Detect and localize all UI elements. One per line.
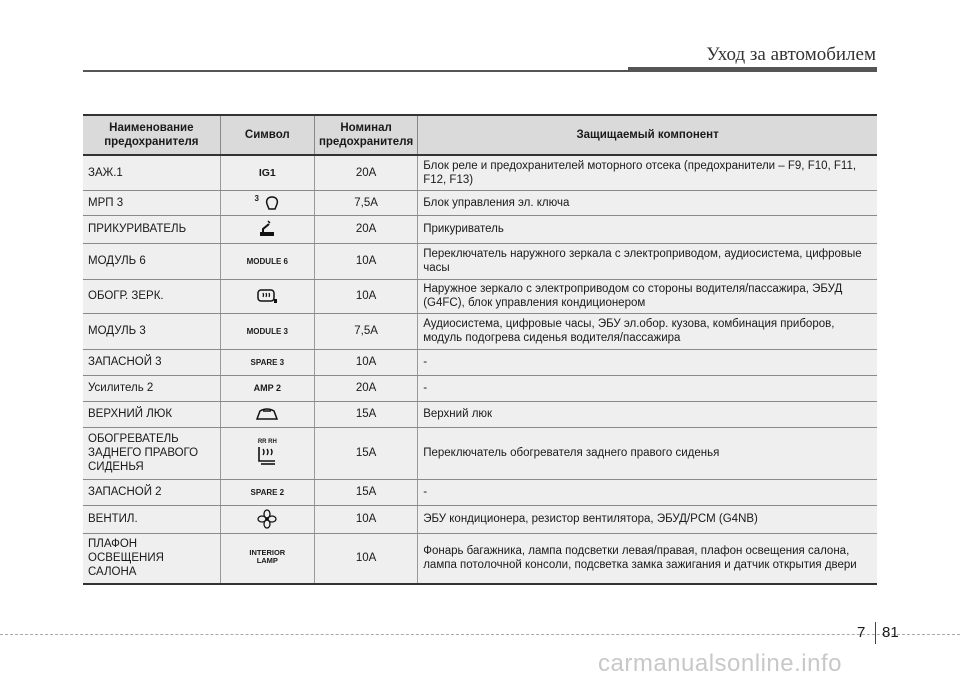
fuse-component: Прикуриватель: [418, 215, 877, 243]
fuse-component: Фонарь багажника, лампа подсветки левая/правая, плафон освещения салона, лампа потолочной консоли, подсветка замка зажигания и датчик открытия двери: [418, 533, 877, 584]
table-row: [83, 533, 877, 584]
table-row: [83, 215, 877, 243]
watermark: carmanualsonline.info: [598, 650, 842, 677]
fuse-rating: 10А: [314, 243, 417, 279]
fuse-rating: 10А: [314, 505, 417, 533]
col-header-name: Наименование предохранителя: [83, 115, 220, 155]
fuse-rating: 10А: [314, 349, 417, 375]
fuse-rating: 15А: [314, 427, 417, 479]
fuse-symbol: [220, 190, 314, 215]
fuse-name: ЗАЖ.1: [83, 155, 220, 190]
fan-icon: [257, 509, 277, 529]
table-row: [83, 243, 877, 279]
fuse-symbol: [220, 427, 314, 479]
cigar-lighter-icon: [257, 219, 277, 239]
table-row: [83, 375, 877, 401]
fuse-symbol: [220, 279, 314, 313]
fuse-rating: 20А: [314, 215, 417, 243]
table-row: [83, 505, 877, 533]
fuse-component: Блок управления эл. ключа: [418, 190, 877, 215]
page-number-divider: [875, 622, 876, 644]
symbol-label: MODULE 6: [246, 257, 288, 266]
fuse-symbol: [220, 313, 314, 349]
table-row: [83, 479, 877, 505]
fuse-rating: 7,5А: [314, 190, 417, 215]
fuse-name: МОДУЛЬ 6: [83, 243, 220, 279]
fuse-rating: 15А: [314, 479, 417, 505]
fuse-component: -: [418, 375, 877, 401]
col-header-component: Защищаемый компонент: [418, 115, 877, 155]
col-header-rating: Номинал предохранителя: [314, 115, 417, 155]
symbol-label: IG1: [258, 166, 276, 179]
table-row: [83, 313, 877, 349]
table-row: [83, 279, 877, 313]
fuse-rating: 7,5А: [314, 313, 417, 349]
fuse-component: Наружное зеркало с электроприводом со стороны водителя/пассажира, ЭБУД (G4FC), блок управления кондиционером: [418, 279, 877, 313]
table-row: [83, 427, 877, 479]
fuse-name: ЗАПАСНОЙ 3: [83, 349, 220, 375]
symbol-label: SPARE 2: [250, 488, 285, 497]
table-header-row: [83, 115, 877, 155]
footer-dashed-line: [0, 634, 960, 635]
fuse-name: ВЕРХНИЙ ЛЮК: [83, 401, 220, 427]
fuse-component: Переключатель обогревателя заднего правого сиденья: [418, 427, 877, 479]
fuse-symbol: [220, 401, 314, 427]
fuse-rating: 10А: [314, 533, 417, 584]
fuse-name: ПЛАФОН ОСВЕЩЕНИЯ САЛОНА: [83, 533, 220, 584]
table-row: [83, 349, 877, 375]
fuse-symbol: [220, 215, 314, 243]
fuse-symbol: [220, 505, 314, 533]
seat-heater-icon: [255, 445, 279, 467]
page-number: 81: [882, 624, 899, 641]
fuse-rating: 20А: [314, 375, 417, 401]
header-rule: [83, 70, 877, 72]
sunroof-icon: [254, 406, 280, 422]
fuse-name: ОБОГР. ЗЕРК.: [83, 279, 220, 313]
fuse-symbol: [220, 533, 314, 584]
heated-mirror-icon: [256, 287, 278, 305]
fuse-component: Переключатель наружного зеркала с электроприводом, аудиосистема, цифровые часы: [418, 243, 877, 279]
fuse-name: ПРИКУРИВАТЕЛЬ: [83, 215, 220, 243]
fuse-component: Блок реле и предохранителей моторного отсека (предохранители – F9, F10, F11, F12, F13): [418, 155, 877, 190]
chapter-number: 7: [857, 624, 866, 641]
fuse-symbol: [220, 155, 314, 190]
fuse-rating: 10А: [314, 279, 417, 313]
fuse-table: [83, 114, 877, 585]
symbol-label: 3: [254, 193, 259, 203]
symbol-label: SPARE 3: [250, 358, 285, 367]
fuse-symbol: [220, 479, 314, 505]
symbol-label: AMP 2: [253, 383, 281, 393]
fuse-rating: 15А: [314, 401, 417, 427]
fuse-component: Аудиосистема, цифровые часы, ЭБУ эл.обор. кузова, комбинация приборов, модуль подогрева сиденья водителя/пассажира: [418, 313, 877, 349]
symbol-label: MODULE 3: [246, 327, 288, 336]
fuse-component: -: [418, 349, 877, 375]
fuse-component: -: [418, 479, 877, 505]
fuse-name: ЗАПАСНОЙ 2: [83, 479, 220, 505]
fuse-name: МРП 3: [83, 190, 220, 215]
symbol-label: RR RH: [257, 439, 277, 445]
col-header-symbol: Символ: [220, 115, 314, 155]
symbol-label: INTERIOR LAMP: [249, 548, 286, 566]
table-row: [83, 190, 877, 215]
fuse-name: ОБОГРЕВАТЕЛЬ ЗАДНЕГО ПРАВОГО СИДЕНЬЯ: [83, 427, 220, 479]
fuse-name: ВЕНТИЛ.: [83, 505, 220, 533]
ignition-key-icon: [264, 195, 280, 211]
fuse-rating: 20А: [314, 155, 417, 190]
fuse-name: МОДУЛЬ 3: [83, 313, 220, 349]
fuse-symbol: [220, 375, 314, 401]
fuse-component: ЭБУ кондиционера, резистор вентилятора, ЭБУД/PCM (G4NB): [418, 505, 877, 533]
table-row: [83, 155, 877, 190]
fuse-name: Усилитель 2: [83, 375, 220, 401]
fuse-symbol: [220, 349, 314, 375]
fuse-component: Верхний люк: [418, 401, 877, 427]
table-row: [83, 401, 877, 427]
fuse-symbol: [220, 243, 314, 279]
page-header-title: Уход за автомобилем: [706, 44, 876, 65]
